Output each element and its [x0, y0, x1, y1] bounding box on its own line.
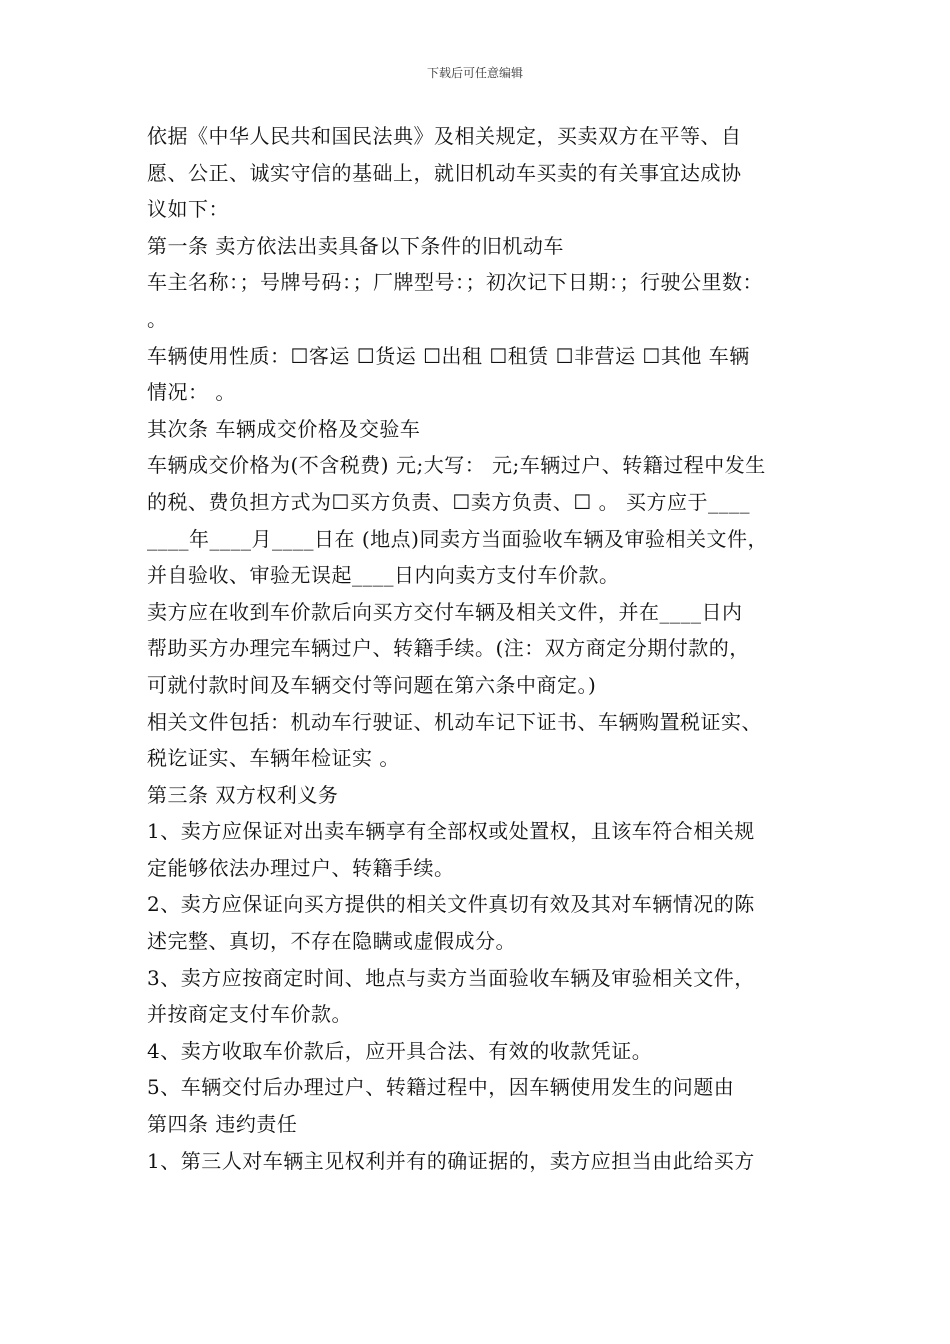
- paragraph-line: 税讫证实、车辆年检证实 。: [147, 746, 400, 771]
- paragraph-line: 卖方应在收到车价款后向买方交付车辆及相关文件，并在____日内: [147, 599, 743, 624]
- paragraph-line: 情况： 。: [147, 380, 236, 405]
- paragraph-line: 议如下：: [147, 197, 229, 222]
- paragraph-line: 的税、费负担方式为☐买方负责、☐卖方负责、☐ 。 买方应于____: [147, 489, 751, 514]
- paragraph-line: 定能够依法办理过户、转籍手续。: [147, 855, 455, 880]
- paragraph-line: 可就付款时间及车辆交付等问题在第六条中商定。): [147, 672, 597, 697]
- section-heading: 第一条 卖方依法出卖具备以下条件的旧机动车: [147, 233, 564, 258]
- paragraph-line: 1、第三人对车辆主见权利并有的确证据的，卖方应担当由此给买方: [147, 1148, 755, 1173]
- page-header-note: 下载后可任意编辑: [426, 66, 523, 80]
- section-heading: 第四条 违约责任: [147, 1112, 298, 1137]
- paragraph-line: 依据《中华人民共和国民法典》及相关规定，买卖双方在平等、自: [147, 124, 742, 148]
- paragraph-line: ____年____月____日在 (地点)同卖方当面验收车辆及审验相关文件，: [147, 526, 768, 551]
- paragraph-line: 并按商定支付车价款。: [147, 1002, 352, 1027]
- paragraph-line: 5、车辆交付后办理过户、转籍过程中，因车辆使用发生的问题由: [147, 1075, 735, 1100]
- paragraph-line: 愿、公正、诚实守信的基础上，就旧机动车买卖的有关事宜达成协: [147, 160, 742, 185]
- paragraph-line: 2、卖方应保证向买方提供的相关文件真切有效及其对车辆情况的陈: [147, 892, 755, 917]
- paragraph-line: 相关文件包括：机动车行驶证、机动车记下证书、车辆购置税证实、: [147, 709, 762, 734]
- paragraph-line: 车辆成交价格为(不含税费) 元;大写： 元;车辆过户、转籍过程中发生: [147, 453, 766, 478]
- paragraph-line: 车辆使用性质：☐客运 ☐货运 ☐出租 ☐租赁 ☐非营运 ☐其他 车辆: [147, 343, 750, 368]
- paragraph-line: 帮助买方办理完车辆过户、转籍手续。(注：双方商定分期付款的，: [147, 636, 750, 661]
- paragraph-line: 并自验收、审验无误起____日内向卖方支付车价款。: [147, 563, 620, 588]
- paragraph-line: 3、卖方应按商定时间、地点与卖方当面验收车辆及审验相关文件，: [147, 965, 755, 990]
- section-heading: 第三条 双方权利义务: [147, 782, 339, 807]
- paragraph-line: 。: [147, 306, 168, 331]
- paragraph-line: 4、卖方收取车价款后，应开具合法、有效的收款凭证。: [147, 1038, 653, 1063]
- section-heading: 其次条 车辆成交价格及交验车: [147, 416, 421, 441]
- paragraph-line: 车主名称：；号牌号码：；厂牌型号：；初次记下日期：；行驶公里数：: [147, 270, 763, 295]
- document-body: [147, 118, 827, 1179]
- paragraph-line: 1、卖方应保证对出卖车辆享有全部权或处置权，且该车符合相关规: [147, 819, 755, 844]
- paragraph-line: 述完整、真切，不存在隐瞒或虚假成分。: [147, 929, 516, 954]
